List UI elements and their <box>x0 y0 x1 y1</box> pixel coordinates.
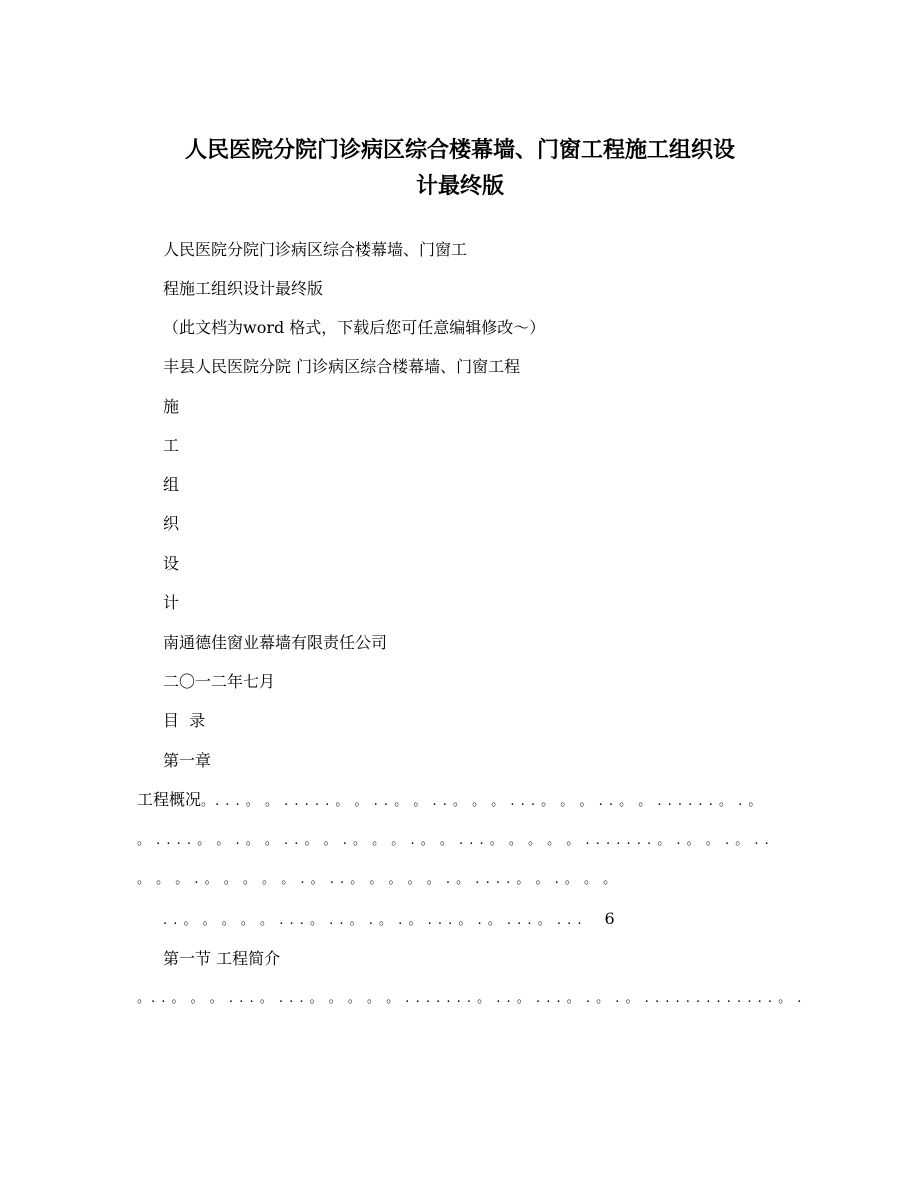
vertical-char-2: 工 <box>163 436 180 455</box>
toc-entry-2-leader: 。. . 。 。 。 . . . 。 . . . 。 。 。 。 。 . . . . . . . 。 . . 。 . . . 。 . 。 . 。 . . . . . . . . . . . . . 。 . <box>137 991 803 1006</box>
vertical-char-4: 织 <box>163 514 180 533</box>
format-note: （此文档为word 格式，下载后您可任意编辑修改～） <box>163 318 546 337</box>
toc-entry-1 <box>137 789 762 813</box>
vertical-char-1: 施 <box>163 397 180 416</box>
toc-heading: 目 录 <box>163 711 206 730</box>
toc-entry-1-leader: 。. . . 。 。 . . . . . 。 。 . . 。 。 . . 。 。 。 . . . 。 。 。 . . 。 。 . . . . . . 。 . 。 <box>201 794 763 809</box>
toc-entry-1-last-line <box>163 908 615 932</box>
toc-entry-1-page: 6 <box>604 909 615 928</box>
document-title <box>140 132 780 204</box>
toc-entry-1-leader-2: 。 . . . . 。 。 . 。 。 . . 。 。 . 。 。 。 . 。 。 . . . 。 。 。 。 。 . . . . . . . 。 . 。 。 . 。 . . <box>137 833 770 848</box>
toc-entry-1-leader-4: . . 。 。 。 。 。 . . . 。 . . 。 . 。 . 。 . . . 。 . 。 . . . 。 . . . <box>163 913 583 928</box>
title-line-2: 计最终版 <box>415 173 504 199</box>
toc-section-1: 第一节 工程简介 <box>163 949 281 968</box>
toc-entry-1-leader-3: 。 。 。 . 。 。 。 。 。 . 。 . . 。 。 。 。 。 . 。 . . . . 。 。 . 。 。 。 <box>137 872 618 887</box>
toc-entry-1-label: 工程概况 <box>137 790 202 809</box>
project-name: 丰县人民医院分院 门诊病区综合楼幕墙、门窗工程 <box>163 357 521 376</box>
title-line-1: 人民医院分院门诊病区综合楼幕墙、门窗工程施工组织设 <box>184 137 735 163</box>
subtitle-line-1: 人民医院分院门诊病区综合楼幕墙、门窗工 <box>163 240 468 259</box>
vertical-char-3: 组 <box>163 475 180 494</box>
toc-chapter-1: 第一章 <box>163 751 212 770</box>
vertical-char-5: 设 <box>163 554 180 573</box>
company-name: 南通德佳窗业幕墙有限责任公司 <box>163 633 388 652</box>
subtitle-line-2: 程施工组织设计最终版 <box>163 279 324 298</box>
vertical-char-6: 计 <box>163 593 180 612</box>
document-date: 二〇一二年七月 <box>163 672 276 691</box>
